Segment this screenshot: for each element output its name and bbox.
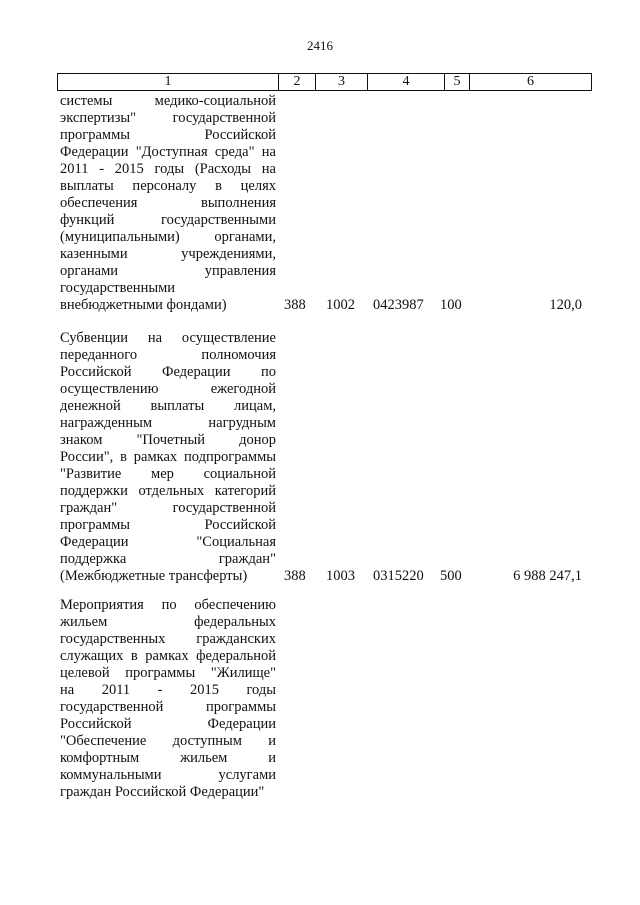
description-line: (Межбюджетные трансферты) [60, 568, 248, 584]
description-line: Российской Федерации по [60, 364, 276, 380]
column-header-5: 5 [445, 74, 470, 91]
description-line: России", в рамках подпрограммы [60, 449, 276, 465]
row-description [60, 330, 276, 585]
description-line: 2011 - 2015 годы (Расходы на [60, 161, 276, 177]
description-line: государственной программы [60, 699, 276, 715]
description-line: знаком "Почетный донор [60, 432, 276, 448]
column-header-3: 3 [316, 74, 368, 91]
description-line: внебюджетными фондами) [60, 297, 227, 313]
description-line: служащих в рамках федеральной [60, 648, 276, 664]
description-line: экспертизы" государственной [60, 110, 276, 126]
table-header-row [57, 73, 592, 91]
target-code-cell: 0423987 [373, 297, 424, 313]
description-line: "Обеспечение доступным и [60, 733, 276, 749]
admin-code-cell: 388 [284, 297, 306, 313]
description-line: государственных гражданских [60, 631, 276, 647]
description-line: Мероприятия по обеспечению [60, 597, 276, 613]
description-line: программы Российской [60, 127, 276, 143]
description-line: коммунальными услугами [60, 767, 276, 783]
column-header-4: 4 [368, 74, 445, 91]
description-line: поддержки отдельных категорий [60, 483, 276, 499]
amount-cell: 6 988 247,1 [513, 568, 582, 584]
description-line: осуществлению ежегодной [60, 381, 276, 397]
section-code-cell: 1003 [326, 568, 355, 584]
row-description [60, 597, 276, 801]
description-line: государственными [60, 280, 176, 296]
description-line: целевой программы "Жилище" [60, 665, 276, 681]
column-header-6: 6 [470, 74, 592, 91]
description-line: переданного полномочия [60, 347, 276, 363]
admin-code-cell: 388 [284, 568, 306, 584]
description-line: на 2011 - 2015 годы [60, 682, 276, 698]
description-line: системы медико-социальной [60, 93, 276, 109]
description-line: денежной выплаты лицам, [60, 398, 276, 414]
description-line: поддержка граждан" [60, 551, 276, 567]
column-header-2: 2 [279, 74, 316, 91]
row-description [60, 93, 276, 314]
target-code-cell: 0315220 [373, 568, 424, 584]
page-number: 2416 [307, 38, 333, 53]
section-code-cell: 1002 [326, 297, 355, 313]
description-line: функций государственными [60, 212, 276, 228]
column-header-1: 1 [58, 74, 279, 91]
description-line: "Развитие мер социальной [60, 466, 276, 482]
description-line: выплаты персоналу в целях [60, 178, 276, 194]
description-line: граждан Российской Федерации" [60, 784, 265, 800]
description-line: комфортным жильем и [60, 750, 276, 766]
description-line: жильем федеральных [60, 614, 276, 630]
description-line: Российской Федерации [60, 716, 276, 732]
description-line: казенными учреждениями, [60, 246, 276, 262]
description-line: Субвенции на осуществление [60, 330, 276, 346]
expense-type-cell: 500 [440, 568, 462, 584]
description-line: программы Российской [60, 517, 276, 533]
description-line: Федерации "Социальная [60, 534, 276, 550]
description-line: награжденным нагрудным [60, 415, 276, 431]
description-line: граждан" государственной [60, 500, 276, 516]
expense-type-cell: 100 [440, 297, 462, 313]
description-line: Федерации "Доступная среда" на [60, 144, 276, 160]
description-line: органами управления [60, 263, 276, 279]
amount-cell: 120,0 [549, 297, 582, 313]
description-line: (муниципальными) органами, [60, 229, 276, 245]
description-line: обеспечения выполнения [60, 195, 276, 211]
